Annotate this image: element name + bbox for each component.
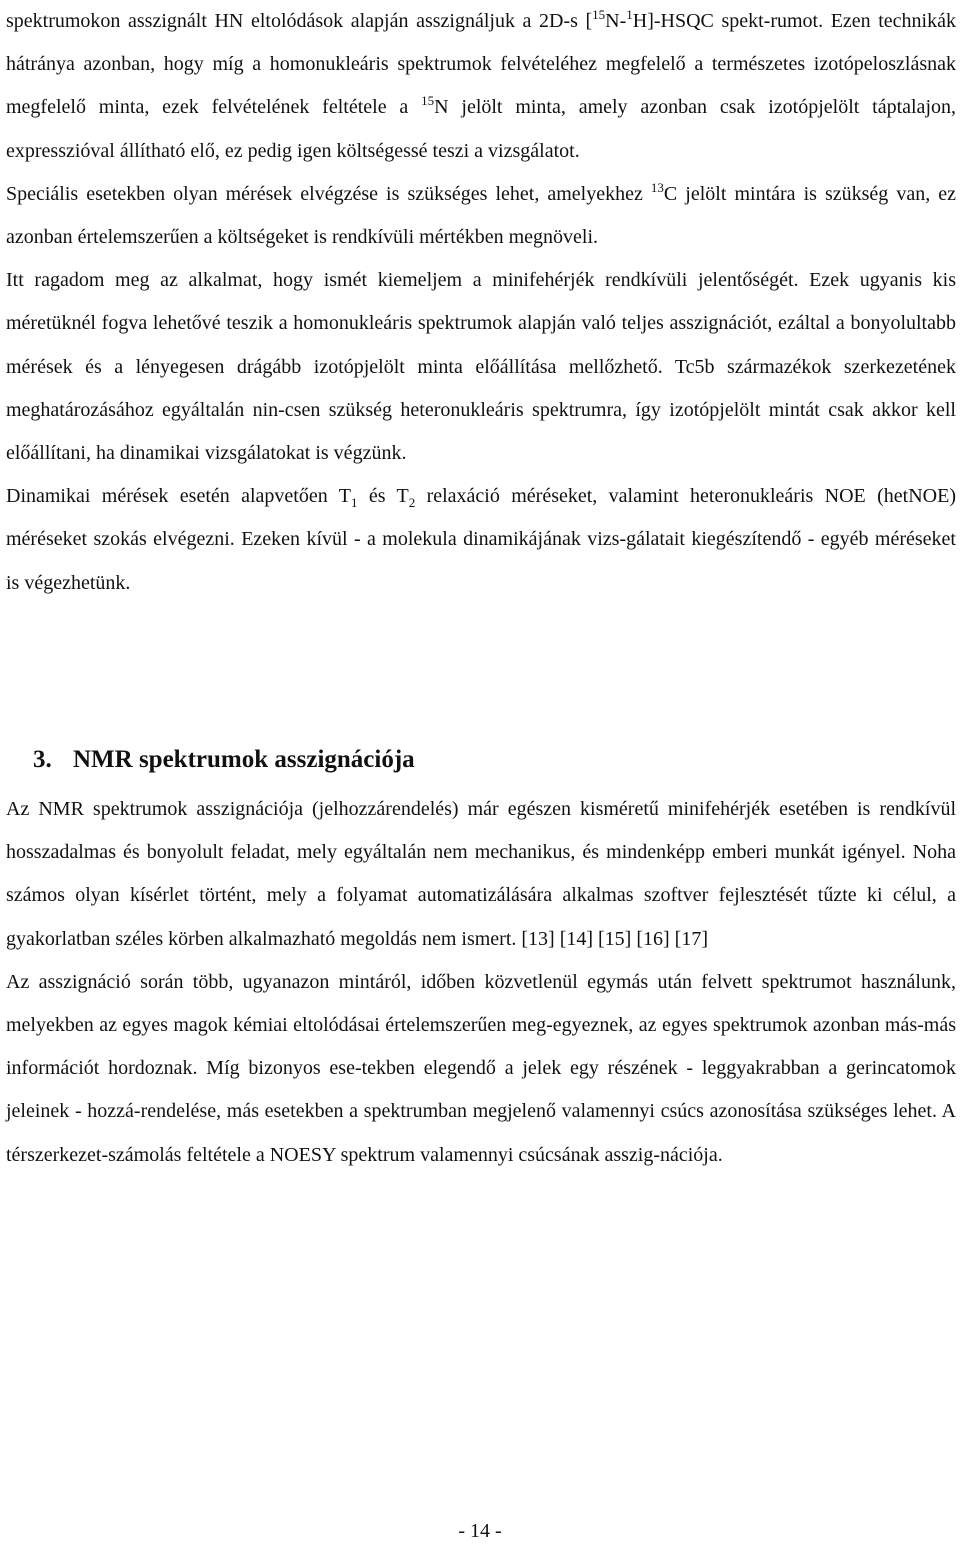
paragraph-13c [6,173,956,259]
paragraph-text: N jelölt minta, amely azonban csak izotópjelölt táptalajon, expresszióval állítható elő, ez pedig igen költségessé teszi a vizsgálatot. [6,96,956,162]
subscript: 1 [350,495,358,511]
paragraph-text: és T [357,485,409,508]
text-block-lower [6,788,956,1177]
section-heading [33,740,415,780]
subscript: 2 [408,495,416,511]
paragraph-asszignacio-intro: Az NMR spektrumok asszignációja (jelhozzárendelés) már egészen kisméretű minifehérjék esetében is rendkívül hosszadalmas és bonyolult feladat, mely egyáltalán nem mechanikus, és mindenképp emberi munkát igényel. Noha számos olyan kísérlet történt, mely a folyamat automatizálására alkalmas szoftver fejlesztését tűzte ki célul, a gyakorlatban széles körben alkalmazható megoldás nem ismert. [13] [14] [15] [16] [17] [6,798,956,950]
page-number: - 14 - [458,1520,502,1542]
paragraph-asszignacio-menet: Az asszignáció során több, ugyanazon mintáról, időben közvetlenül egymás után felvett spektrumot használunk, melyekben az egyes magok kémiai eltolódásai értelemszerűen meg-egyeznek, az egyes spektrumok azonban más-más információt hordoznak. Míg bizonyos ese-tekben elegendő a jelek egy részének - leggyakrabban a gerincatomok jeleinek - hozzá-rendelése, más esetekben a spektrumban megjelenő valamennyi csúcs azonosítása szükséges lehet. A térszerkezet-számolás feltétele a NOESY spektrum valamennyi csúcsának asszig-nációja. [6,970,956,1166]
paragraph-text: Speciális esetekben olyan mérések elvégzése is szükséges lehet, amelyekhez [6,182,651,205]
superscript: 13 [650,179,664,195]
section-number: 3. [33,746,52,773]
paragraph-text: H]-HSQC spekt-rumot. Ezen technikák hátránya azonban, hogy míg a homonukleáris spektrumok felvételéhez megfelelő a természetes izotópeloszlásnak megfelelő minta, ezek felvételének feltétele a [6,10,956,119]
superscript: 15 [592,7,606,22]
paragraph-hsqc [6,0,956,173]
paragraph-text: spektrumokon asszignált HN eltolódások alapján asszignáljuk a 2D-s [ [6,10,593,32]
paragraph-dinamikai [6,475,956,605]
paragraph-text: relaxáció méréseket, valamint heteronukleáris NOE (hetNOE) méréseket szokás elvégezni. Ezeken kívül - a molekula dinamikájának vizs-gálatait kiegészítendő - egyéb méréseket is végezhetünk. [6,485,956,594]
paragraph-text: Dinamikai mérések esetén alapvetően T [6,485,351,508]
paragraph-minifeherjek: Itt ragadom meg az alkalmat, hogy ismét kiemeljem a minifehérjék rendkívüli jelentőségét. Ezek ugyanis kis méretüknél fogva lehetővé teszik a homonukleáris spektrumok alapján való teljes asszignációt, ezáltal a bonyolultabb mérések és a lényegesen drágább izotópjelölt minta előállítása mellőzhető. Tc5b származékok szerkezetének meghatározásához egyáltalán nin-csen szükség heteronukleáris spektrumra, így izotópjelölt mintát csak akkor kell előállítani, ha dinamikai vizsgálatokat is végzünk. [6,269,956,465]
paragraph-text: N- [605,10,627,32]
superscript: 1 [626,7,633,22]
superscript: 15 [421,93,435,109]
paragraph-text: C jelölt mintára is szükség van, ez azonban értelemszerűen a költségeket is rendkívüli mértékben megnöveli. [6,182,956,249]
text-block-upper [6,0,956,605]
section-title: NMR spektrumok asszignációja [73,746,415,773]
